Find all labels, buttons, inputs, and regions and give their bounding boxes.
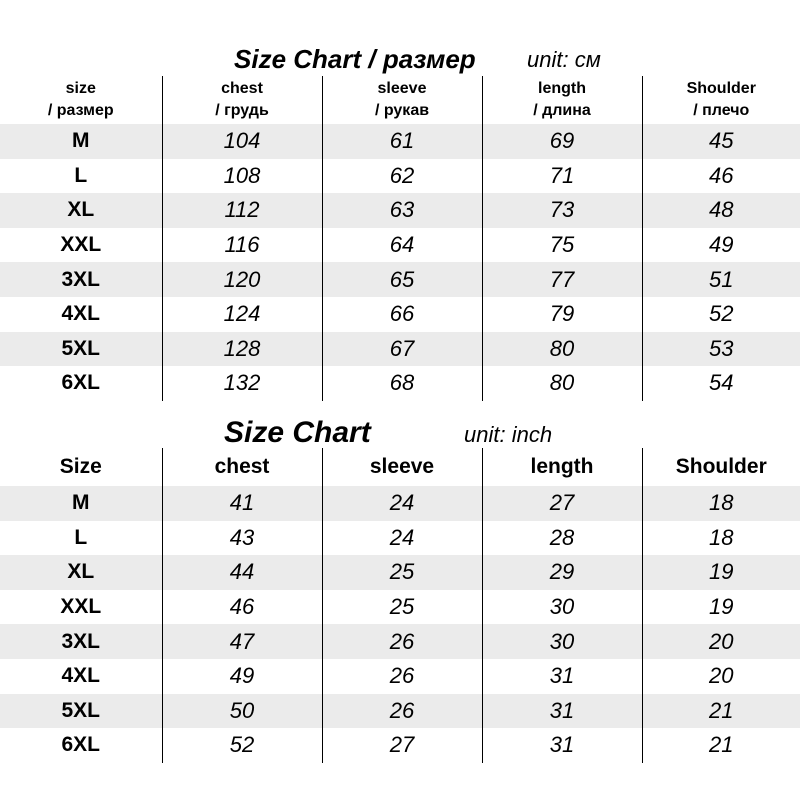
cm-cell-length: 79 xyxy=(482,297,642,332)
cm-table-row xyxy=(0,262,800,297)
cm-header-sleeve: sleeve / рукав xyxy=(322,76,482,124)
inch-table-row xyxy=(0,555,800,590)
inch-cell-shoulder: 20 xyxy=(642,659,800,694)
inch-header-chest: chest xyxy=(162,448,322,486)
inch-cell-chest: 47 xyxy=(162,624,322,659)
cm-cell-chest: 128 xyxy=(162,332,322,367)
inch-table-row xyxy=(0,624,800,659)
cm-cell-shoulder: 49 xyxy=(642,228,800,263)
cm-cell-length: 80 xyxy=(482,332,642,367)
inch-cell-shoulder: 21 xyxy=(642,694,800,729)
inch-cell-sleeve: 25 xyxy=(322,590,482,625)
inch-cell-shoulder: 19 xyxy=(642,590,800,625)
inch-cell-size: 5XL xyxy=(0,694,162,729)
cm-cell-shoulder: 48 xyxy=(642,193,800,228)
inch-table-row xyxy=(0,728,800,763)
inch-cell-sleeve: 26 xyxy=(322,659,482,694)
inch-cell-length: 29 xyxy=(482,555,642,590)
inch-cell-chest: 49 xyxy=(162,659,322,694)
cm-cell-shoulder: 52 xyxy=(642,297,800,332)
cm-cell-length: 69 xyxy=(482,124,642,159)
inch-table-row xyxy=(0,521,800,556)
inch-header-size: Size xyxy=(59,455,102,478)
cm-cell-length: 71 xyxy=(482,159,642,194)
inch-cell-size: 3XL xyxy=(0,624,162,659)
cm-header-size: size / размер xyxy=(47,80,114,119)
cm-cell-shoulder: 46 xyxy=(642,159,800,194)
cm-title-row xyxy=(0,44,800,76)
inch-cell-length: 31 xyxy=(482,659,642,694)
cm-cell-length: 73 xyxy=(482,193,642,228)
cm-cell-sleeve: 64 xyxy=(322,228,482,263)
cm-table-row xyxy=(0,124,800,159)
cm-cell-sleeve: 61 xyxy=(322,124,482,159)
cm-header-length: length / длина xyxy=(482,76,642,124)
inch-cell-chest: 52 xyxy=(162,728,322,763)
inch-table-row xyxy=(0,590,800,625)
inch-cell-size: M xyxy=(0,486,162,521)
inch-cell-shoulder: 18 xyxy=(642,521,800,556)
inch-cell-sleeve: 26 xyxy=(322,694,482,729)
inch-size-chart xyxy=(0,416,800,763)
inch-table-row xyxy=(0,694,800,729)
cm-cell-size: XL xyxy=(0,193,162,228)
cm-cell-chest: 132 xyxy=(162,366,322,401)
cm-header-row xyxy=(0,76,800,124)
cm-cell-shoulder: 51 xyxy=(642,262,800,297)
cm-cell-sleeve: 63 xyxy=(322,193,482,228)
inch-table-row xyxy=(0,486,800,521)
inch-cell-sleeve: 26 xyxy=(322,624,482,659)
inch-cell-length: 30 xyxy=(482,624,642,659)
cm-cell-sleeve: 62 xyxy=(322,159,482,194)
cm-size-chart xyxy=(0,44,800,401)
cm-header-chest: chest / грудь xyxy=(162,76,322,124)
inch-header-length: length xyxy=(482,448,642,486)
cm-cell-size: 5XL xyxy=(0,332,162,367)
cm-table-row xyxy=(0,228,800,263)
inch-cell-chest: 44 xyxy=(162,555,322,590)
inch-cell-shoulder: 18 xyxy=(642,486,800,521)
cm-chart-title: Size Chart / размер xyxy=(234,44,476,74)
inch-cell-chest: 50 xyxy=(162,694,322,729)
inch-cell-shoulder: 20 xyxy=(642,624,800,659)
cm-cell-shoulder: 54 xyxy=(642,366,800,401)
inch-cell-shoulder: 19 xyxy=(642,555,800,590)
cm-table-row xyxy=(0,193,800,228)
inch-cell-sleeve: 24 xyxy=(322,486,482,521)
cm-cell-size: M xyxy=(0,124,162,159)
cm-cell-chest: 112 xyxy=(162,193,322,228)
inch-size-table xyxy=(0,448,800,763)
cm-table-row xyxy=(0,332,800,367)
inch-chart-unit: unit: inch xyxy=(464,422,553,447)
cm-cell-shoulder: 45 xyxy=(642,124,800,159)
inch-title-row xyxy=(0,416,800,448)
cm-chart-unit: unit: см xyxy=(527,47,601,72)
inch-header-row xyxy=(0,448,800,486)
cm-cell-size: XXL xyxy=(60,233,102,257)
inch-cell-length: 28 xyxy=(482,521,642,556)
cm-cell-chest: 116 xyxy=(162,228,322,263)
inch-cell-length: 30 xyxy=(482,590,642,625)
cm-cell-shoulder: 53 xyxy=(642,332,800,367)
inch-cell-chest: 41 xyxy=(162,486,322,521)
inch-cell-sleeve: 24 xyxy=(322,521,482,556)
cm-cell-length: 77 xyxy=(482,262,642,297)
inch-cell-size: L xyxy=(74,525,88,549)
cm-cell-length: 75 xyxy=(482,228,642,263)
cm-cell-size: 4XL xyxy=(61,302,100,326)
cm-size-table xyxy=(0,76,800,401)
inch-cell-sleeve: 25 xyxy=(322,555,482,590)
cm-cell-sleeve: 68 xyxy=(322,366,482,401)
inch-header-shoulder: Shoulder xyxy=(642,448,800,486)
inch-cell-length: 31 xyxy=(482,694,642,729)
inch-cell-length: 31 xyxy=(482,728,642,763)
cm-cell-size: 6XL xyxy=(61,371,100,395)
inch-cell-length: 27 xyxy=(482,486,642,521)
inch-cell-size: 6XL xyxy=(61,733,100,757)
inch-table-row xyxy=(0,659,800,694)
cm-cell-sleeve: 65 xyxy=(322,262,482,297)
inch-cell-sleeve: 27 xyxy=(322,728,482,763)
cm-cell-size: 3XL xyxy=(0,262,162,297)
inch-chart-title: Size Chart xyxy=(224,416,371,449)
cm-cell-size: L xyxy=(74,163,88,187)
inch-cell-size: XL xyxy=(0,555,162,590)
cm-cell-chest: 108 xyxy=(162,159,322,194)
cm-cell-chest: 104 xyxy=(162,124,322,159)
cm-cell-sleeve: 67 xyxy=(322,332,482,367)
cm-cell-chest: 120 xyxy=(162,262,322,297)
cm-table-row xyxy=(0,366,800,401)
inch-header-sleeve: sleeve xyxy=(322,448,482,486)
inch-cell-size: 4XL xyxy=(61,664,100,688)
inch-cell-chest: 43 xyxy=(162,521,322,556)
cm-header-shoulder: Shoulder / плечо xyxy=(642,76,800,124)
cm-cell-chest: 124 xyxy=(162,297,322,332)
inch-cell-chest: 46 xyxy=(162,590,322,625)
cm-cell-sleeve: 66 xyxy=(322,297,482,332)
cm-table-row xyxy=(0,297,800,332)
cm-table-row xyxy=(0,159,800,194)
inch-cell-size: XXL xyxy=(60,595,102,619)
cm-cell-length: 80 xyxy=(482,366,642,401)
inch-cell-shoulder: 21 xyxy=(642,728,800,763)
